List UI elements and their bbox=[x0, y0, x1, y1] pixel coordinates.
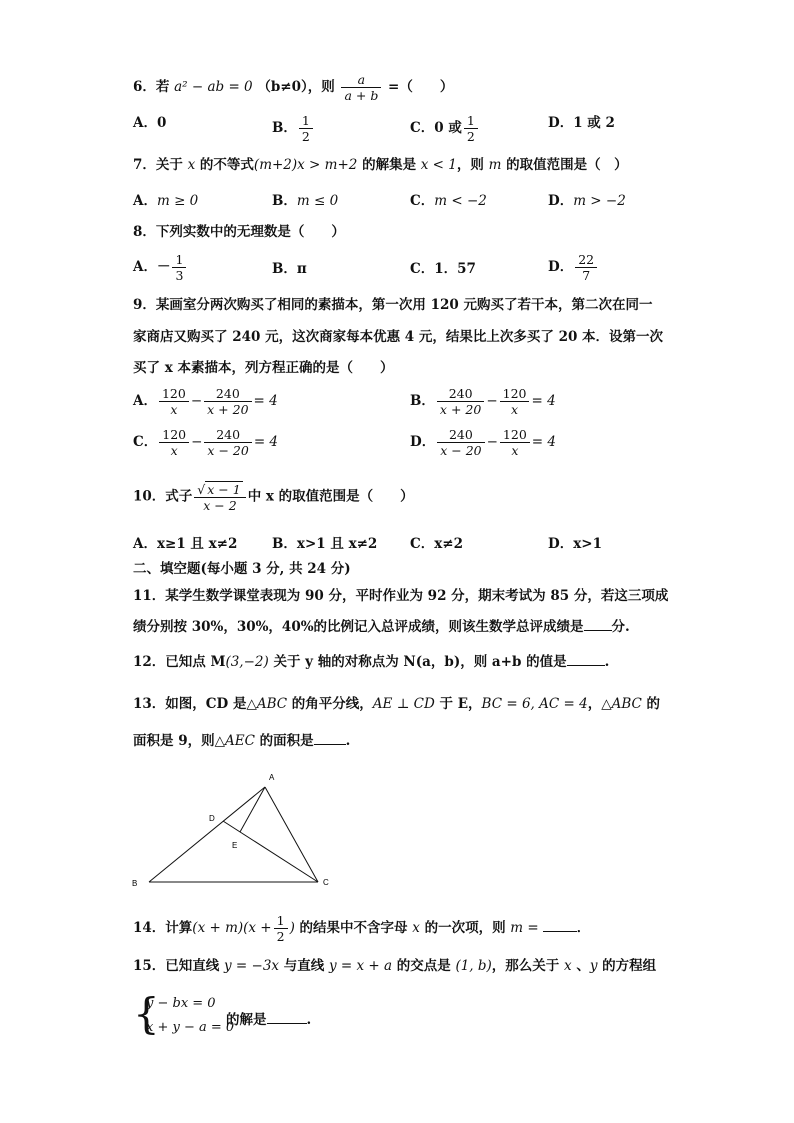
q10-option-a: A．x≥1 且 x≠2 bbox=[133, 536, 238, 552]
q8-option-b: B．π bbox=[272, 261, 307, 277]
q9-option-c: C． $\frac{120}{x}$ − $\frac{240}{x - 20}$ = 4 bbox=[133, 427, 279, 458]
q6-answer-paren: =（ ） bbox=[388, 79, 454, 95]
label-d: D bbox=[209, 814, 215, 823]
q6-option-d: D．1 或 2 bbox=[548, 115, 615, 131]
q6-number: 6．若 bbox=[133, 79, 170, 95]
label-a: A bbox=[269, 773, 275, 782]
side-ac bbox=[265, 787, 318, 882]
q6-condition: （b≠0），则 bbox=[257, 79, 335, 95]
q10-option-d: D．x>1 bbox=[548, 536, 602, 552]
equation-1: y − bx = 0 bbox=[146, 996, 216, 1011]
answer-blank[interactable] bbox=[543, 919, 577, 932]
q9-option-a: A． $\frac{120}{x}$ − $\frac{240}{x + 20}$ = 4 bbox=[133, 386, 278, 417]
side-ab bbox=[149, 787, 265, 882]
answer-blank[interactable] bbox=[567, 653, 605, 666]
label-b: B bbox=[132, 879, 138, 888]
q6-equation: a² − ab = 0 bbox=[174, 79, 253, 95]
q6-option-c-fraction: $\frac{1}{2}$ bbox=[464, 113, 478, 144]
q7-option-a: A．m ≥ 0 bbox=[133, 193, 199, 209]
equation-2: x + y − a = 0 bbox=[146, 1020, 235, 1035]
system-brace: { bbox=[133, 989, 160, 1038]
q13-line-1: 13．如图，CD 是△ABC 的角平分线，AE ⊥ CD 于 E，BC = 6, AC = 4，△ABC 的 bbox=[133, 696, 661, 712]
q7-inequality: (m+2)x > m+2 bbox=[253, 157, 358, 173]
q8-option-a: A．－ $\frac{1}{3}$ bbox=[133, 252, 188, 283]
segment-ae bbox=[240, 787, 265, 832]
label-c: C bbox=[323, 878, 329, 887]
q6-option-b-fraction: $\frac{1}{2}$ bbox=[299, 113, 313, 144]
q13-line-2: 面积是 9，则△AEC 的面积是 . bbox=[133, 733, 351, 749]
section-heading: 二、填空题(每小题 3 分, 共 24 分) bbox=[133, 561, 351, 577]
question-6 bbox=[133, 72, 453, 103]
triangle-figure bbox=[125, 768, 340, 893]
q6-fraction: $\frac{a}{a + b}$ bbox=[341, 72, 381, 103]
answer-blank[interactable] bbox=[267, 1011, 307, 1024]
q9-line-2: 家商店又购买了 240 元，这次商家每本优惠 4 元，结果比上次多买了 20 本．设第一次 bbox=[133, 329, 664, 345]
question-10: 10．式子 $\frac{√ x - 1}{x - 2}$ 中 x 的取值范围是（ ） bbox=[133, 482, 414, 513]
q8-option-c: C．1．57 bbox=[410, 261, 476, 277]
question-14: 14．计算(x + m)(x + $\frac{1}{2}$ ) 的结果中不含字母 x 的一次项，则 m = ． bbox=[133, 913, 591, 944]
q9-line-1: 9．某画室分两次购买了相同的素描本，第一次用 120 元购买了若干本，第二次在同一 bbox=[133, 297, 653, 313]
q9-line-3: 买了 x 本素描本，列方程正确的是（ ） bbox=[133, 360, 394, 376]
q9-option-b: B． $\frac{240}{x + 20}$ − $\frac{120}{x}$ = 4 bbox=[410, 386, 556, 417]
q10-expression: $\frac{√ x - 1}{x - 2}$ bbox=[194, 481, 245, 513]
q8-option-d: D． $\frac{22}{7}$ bbox=[548, 252, 599, 283]
answer-blank[interactable] bbox=[314, 732, 346, 745]
q6-option-b: B． $\frac{1}{2}$ bbox=[272, 113, 315, 144]
q10-option-b: B．x>1 且 x≠2 bbox=[272, 536, 378, 552]
question-8: 8．下列实数中的无理数是（ ） bbox=[133, 224, 345, 240]
question-7: 7．关于 x 的不等式(m+2)x > m+2 的解集是 x < 1，则 m 的取值范围是（ ） bbox=[133, 157, 628, 173]
q7-option-c: C．m < −2 bbox=[410, 193, 487, 209]
q10-option-c: C．x≠2 bbox=[410, 536, 463, 552]
question-12: 12．已知点 M(3,−2) 关于 y 轴的对称点为 N(a，b)，则 a+b 的值是 . bbox=[133, 654, 610, 670]
question-15: 15．已知直线 y = −3x 与直线 y = x + a 的交点是 (1, b)，那么关于 x 、y 的方程组 bbox=[133, 958, 657, 974]
q11-line-1: 11．某学生数学课堂表现为 90 分，平时作业为 92 分，期末考试为 85 分，若这三项成 bbox=[133, 588, 669, 604]
q11-line-2: 绩分别按 30%，30%，40%的比例记入总评成绩，则该生数学总评成绩是 分. bbox=[133, 619, 630, 635]
q9-option-d: D． $\frac{240}{x - 20}$ − $\frac{120}{x}$ = 4 bbox=[410, 427, 556, 458]
q7-option-d: D．m > −2 bbox=[548, 193, 626, 209]
q15-answer-line: 的解是 . bbox=[226, 1012, 312, 1028]
label-e: E bbox=[232, 841, 238, 850]
segment-cd bbox=[223, 821, 318, 882]
q6-option-a: A．0 bbox=[133, 115, 167, 131]
q7-option-b: B．m ≤ 0 bbox=[272, 193, 339, 209]
q6-option-c: C．0 或 $\frac{1}{2}$ bbox=[410, 113, 480, 144]
answer-blank[interactable] bbox=[584, 618, 612, 631]
